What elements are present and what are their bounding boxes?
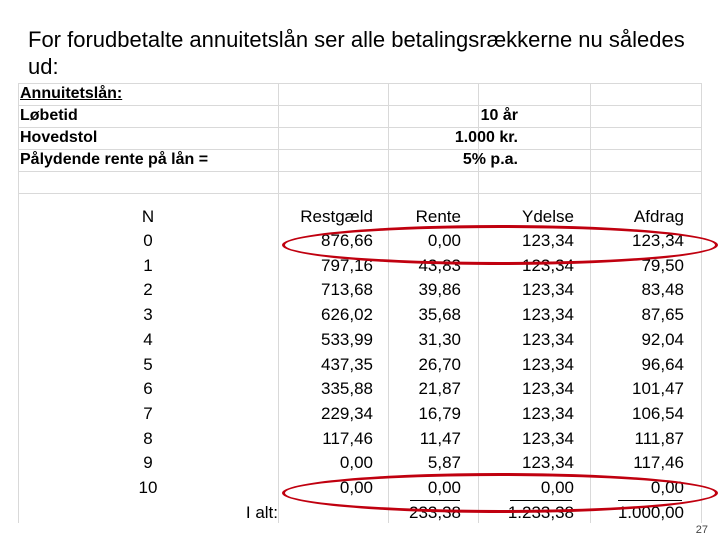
table-cell-restgaeld: 437,35 bbox=[321, 354, 373, 374]
table-cell-rente: 35,68 bbox=[418, 305, 461, 325]
highlight-first-row bbox=[282, 225, 718, 265]
principal-label: Hovedstol bbox=[20, 129, 98, 146]
table-cell-ydelse: 123,34 bbox=[522, 354, 574, 374]
table-cell-afdrag: 0,00 bbox=[650, 478, 684, 497]
table-cell-rente: 21,87 bbox=[418, 379, 461, 399]
table-cell-n: 2 bbox=[143, 280, 153, 300]
table-cell-ydelse: 123,34 bbox=[522, 280, 574, 300]
table-cell-rente: 31,30 bbox=[418, 329, 461, 349]
highlight-last-row bbox=[282, 473, 718, 513]
principal-value: 1.000 kr. bbox=[454, 129, 518, 146]
table-cell-n: 7 bbox=[143, 403, 153, 423]
table-cell-ydelse: 123,34 bbox=[522, 329, 574, 349]
column-header-restgaeld: Restgæld bbox=[300, 207, 373, 226]
table-cell-n: 4 bbox=[143, 329, 153, 349]
table-cell-afdrag: 92,04 bbox=[641, 329, 684, 349]
column-header-rente: Rente bbox=[415, 207, 461, 226]
column-header-afdrag: Afdrag bbox=[633, 207, 684, 226]
table-cell-afdrag: 83,48 bbox=[641, 280, 684, 300]
table-cell-rente: 0,00 bbox=[427, 231, 461, 250]
table-cell-restgaeld: 0,00 bbox=[339, 478, 373, 497]
table-cell-restgaeld: 533,99 bbox=[321, 329, 373, 349]
rate-label: Pålydende rente på lån = bbox=[20, 151, 209, 168]
table-cell-restgaeld: 797,16 bbox=[321, 255, 373, 275]
table-cell-afdrag: 111,87 bbox=[634, 428, 684, 448]
table-cell-n: 6 bbox=[143, 379, 153, 399]
table-cell-n: 10 bbox=[138, 478, 158, 497]
table-cell-rente: 26,70 bbox=[418, 354, 461, 374]
table-cell-rente: 43,83 bbox=[418, 255, 461, 275]
table-cell-ydelse: 123,34 bbox=[522, 255, 574, 275]
table-cell-ydelse: 123,34 bbox=[522, 428, 574, 448]
table-cell-restgaeld: 0,00 bbox=[339, 453, 373, 473]
table-cell-restgaeld: 876,66 bbox=[321, 231, 373, 250]
table-cell-n: 8 bbox=[143, 428, 153, 448]
table-cell-n: 3 bbox=[143, 305, 153, 325]
column-header-n: N bbox=[141, 207, 155, 226]
table-cell-afdrag: 106,54 bbox=[632, 403, 684, 423]
total-rente: 233,38 bbox=[409, 503, 461, 522]
table-cell-afdrag: 79,50 bbox=[641, 255, 684, 275]
table-cell-ydelse: 123,34 bbox=[522, 231, 574, 250]
table-cell-afdrag: 123,34 bbox=[632, 231, 684, 250]
column-header-ydelse: Ydelse bbox=[522, 207, 574, 226]
table-cell-rente: 0,00 bbox=[427, 478, 461, 497]
loan-type-label: Annuitetslån: bbox=[20, 85, 123, 102]
term-label: Løbetid bbox=[20, 107, 78, 124]
table-cell-restgaeld: 626,02 bbox=[321, 305, 373, 325]
table-cell-restgaeld: 335,88 bbox=[321, 379, 373, 399]
rate-value: 5% p.a. bbox=[462, 151, 518, 168]
table-cell-ydelse: 123,34 bbox=[522, 379, 574, 399]
table-cell-ydelse: 123,34 bbox=[522, 453, 574, 473]
table-cell-rente: 16,79 bbox=[418, 403, 461, 423]
total-ydelse: 1.233,38 bbox=[507, 503, 574, 522]
table-cell-restgaeld: 229,34 bbox=[321, 403, 373, 423]
table-cell-n: 1 bbox=[143, 255, 153, 275]
total-label: I alt: bbox=[245, 503, 278, 522]
table-cell-rente: 5,87 bbox=[427, 453, 461, 473]
term-value: 10 år bbox=[480, 107, 518, 124]
page-number: 27 bbox=[695, 524, 708, 536]
table-cell-n: 0 bbox=[143, 231, 153, 250]
table-cell-restgaeld: 713,68 bbox=[321, 280, 373, 300]
table-cell-afdrag: 87,65 bbox=[641, 305, 684, 325]
table-cell-restgaeld: 117,46 bbox=[322, 428, 373, 448]
slide-title: For forudbetalte annuitetslån ser alle betalingsrækkerne nu således ud: bbox=[28, 27, 685, 79]
table-cell-rente: 11,47 bbox=[419, 428, 461, 448]
table-cell-afdrag: 117,46 bbox=[633, 453, 684, 473]
table-cell-afdrag: 101,47 bbox=[632, 379, 684, 399]
table-cell-ydelse: 123,34 bbox=[522, 403, 574, 423]
table-cell-ydelse: 0,00 bbox=[540, 478, 574, 497]
total-afdrag: 1.000,00 bbox=[617, 503, 684, 522]
table-cell-ydelse: 123,34 bbox=[522, 305, 574, 325]
table-cell-rente: 39,86 bbox=[418, 280, 461, 300]
table-cell-afdrag: 96,64 bbox=[641, 354, 684, 374]
spreadsheet bbox=[18, 83, 702, 523]
table-cell-n: 9 bbox=[143, 453, 153, 473]
table-cell-n: 5 bbox=[143, 354, 153, 374]
